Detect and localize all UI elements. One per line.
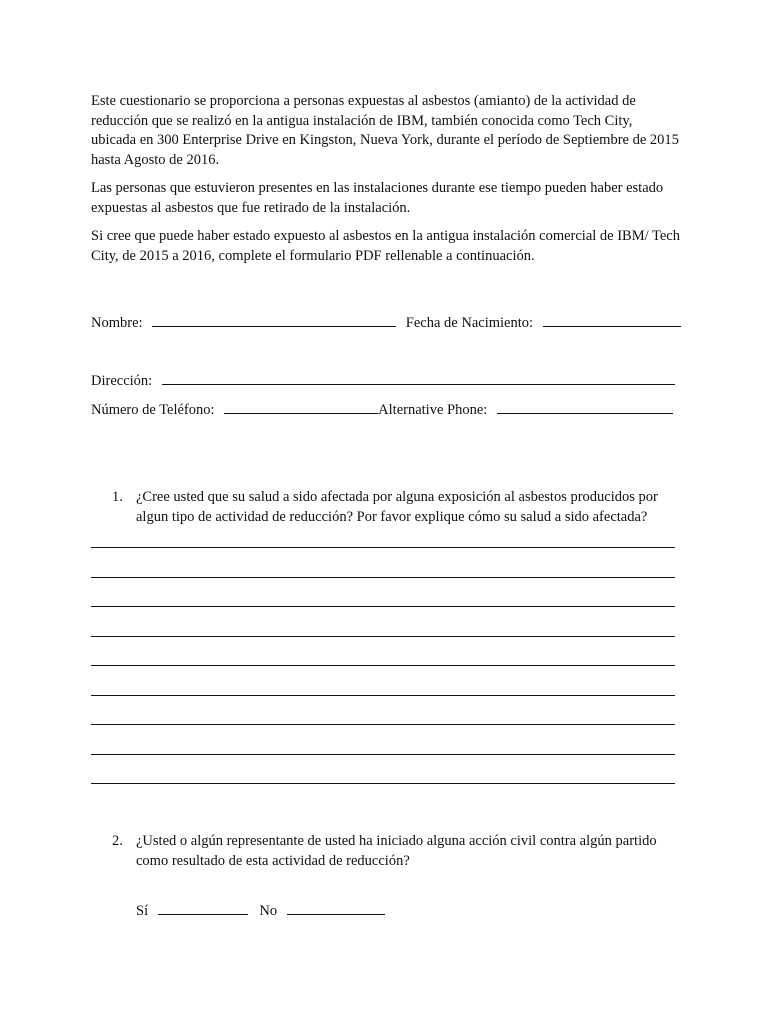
name-dob-row: [91, 312, 681, 334]
answer-line[interactable]: [91, 725, 675, 755]
direccion-row: [91, 370, 675, 392]
answer-line[interactable]: [91, 637, 675, 667]
answer-line[interactable]: [91, 548, 675, 578]
question-2: [112, 832, 682, 871]
intro-paragraph-3: Si cree que puede haber estado expuesto al asbestos en la antigua instalación comercial de IBM/ Tech City, de 2015 a 2016, complete el formulario PDF rellenable a continuación.: [91, 228, 680, 264]
answer-line[interactable]: [91, 696, 675, 726]
telefono-row: [91, 399, 673, 421]
no-field[interactable]: [287, 900, 385, 915]
intro-paragraph-1: Este cuestionario se proporciona a personas expuestas al asbestos (amianto) de la actividad de reducción que se realizó en la antigua instalación de IBM, también conocida como Tech City, ubicada en 300 Enterprise Drive en Kingston, Nueva York, durante el período de Septiembre de 2015 hasta Agosto de 2016.: [91, 93, 679, 168]
answer-line[interactable]: [91, 578, 675, 608]
nombre-field[interactable]: [152, 312, 396, 327]
answer-line[interactable]: [91, 607, 675, 637]
question-1-answer-area[interactable]: [91, 547, 675, 784]
answer-line[interactable]: [91, 755, 675, 785]
telefono-label: Número de Teléfono:: [91, 402, 215, 418]
answer-line[interactable]: [91, 666, 675, 696]
no-label: No: [259, 903, 278, 919]
yes-label: Sí: [136, 903, 149, 919]
question-1-text: ¿Cree usted que su salud a sido afectada por alguna exposición al asbestos producidos por algun tipo de actividad de reducción? Por favor explique cómo su salud a sido afectada?: [136, 489, 658, 525]
telefono-field[interactable]: [224, 399, 378, 414]
question-1: [112, 488, 682, 527]
question-2-yes-no: [136, 900, 385, 922]
intro-section: [91, 92, 681, 275]
nombre-label: Nombre:: [91, 315, 143, 331]
fecha-nacimiento-label: Fecha de Nacimiento:: [405, 315, 534, 331]
alt-phone-label: Alternative Phone:: [378, 402, 488, 418]
intro-paragraph-2: Las personas que estuvieron presentes en las instalaciones durante ese tiempo pueden haber estado expuestas al asbestos que fue retirado de la instalación.: [91, 180, 664, 216]
direccion-field[interactable]: [162, 370, 675, 385]
question-2-number: 2.: [112, 833, 123, 849]
question-1-number: 1.: [112, 489, 123, 505]
direccion-label: Dirección:: [91, 373, 153, 389]
question-2-text: ¿Usted o algún representante de usted ha iniciado alguna acción civil contra algún partido como resultado de esta actividad de reducción?: [136, 833, 657, 869]
yes-field[interactable]: [158, 900, 248, 915]
fecha-nacimiento-field[interactable]: [543, 312, 681, 327]
alt-phone-field[interactable]: [497, 399, 673, 414]
